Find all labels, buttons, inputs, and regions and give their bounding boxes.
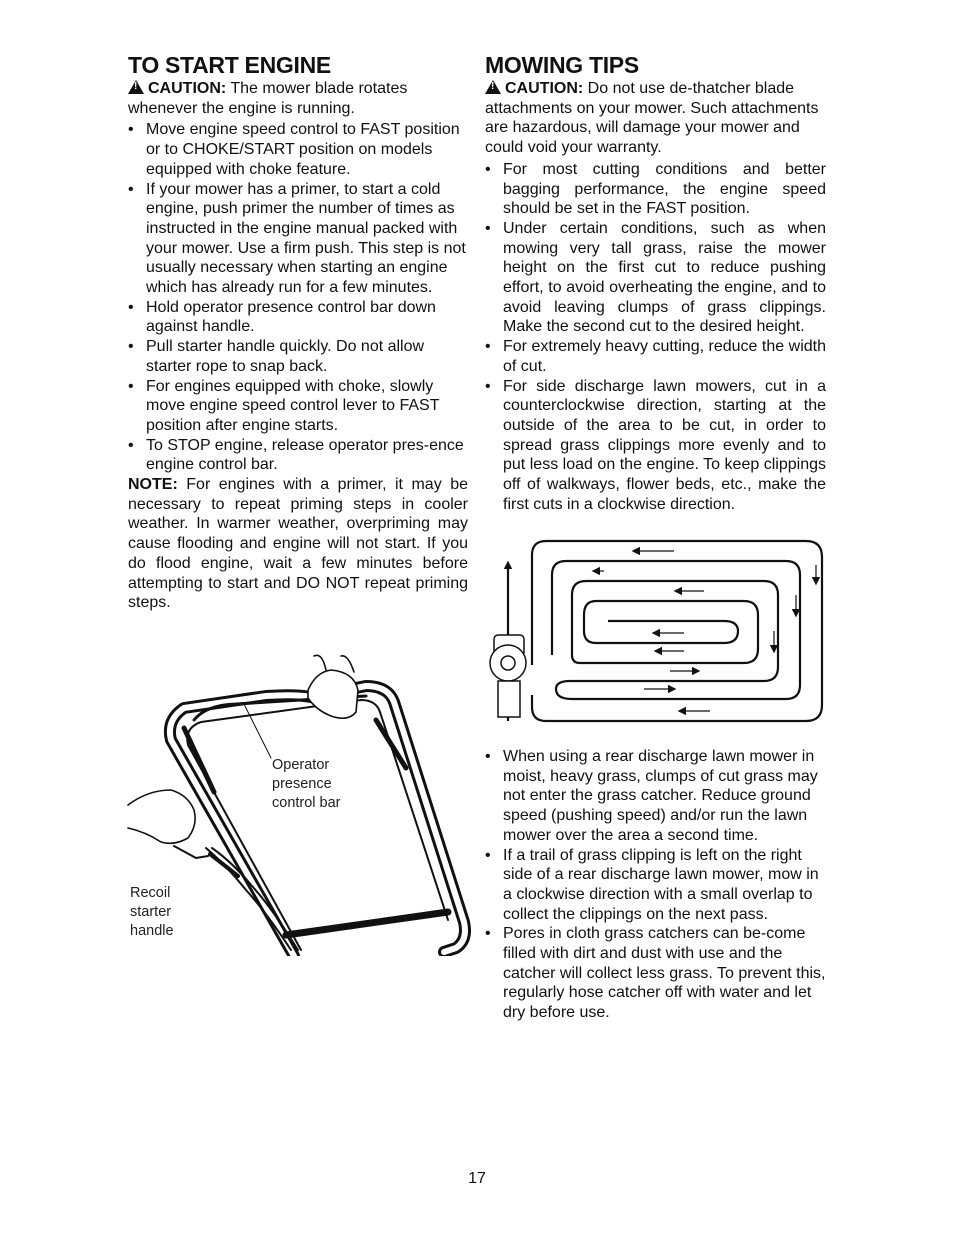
warning-triangle-icon: [485, 80, 501, 94]
start-engine-section: [128, 52, 468, 613]
priming-note: [128, 475, 468, 613]
list-item: • When using a rear discharge lawn mower in moist, heavy grass, clumps of cut grass may not enter the grass catcher. Reduce ground speed (pushing speed) and/or run the lawn mower over the area a second time.: [485, 747, 826, 846]
list-item: • Under certain conditions, such as when mowing very tall grass, raise the mower height on the first cut to reduce pushing effort, to avoid overheating the engine, and to avoid leaving clumps of grass clippings. Make the second cut to the desired height.: [485, 219, 826, 337]
note-text: For engines with a primer, it may be necessary to repeat priming steps in cooler weather. In warmer weather, overpriming may cause flooding and engine will not start. If you do flood engine, wait a few minutes before attempting to start and DO NOT repeat priming steps.: [128, 476, 468, 612]
mowing-tips-continued: [485, 745, 826, 1023]
mowing-tips-section: [485, 52, 826, 514]
mowing-tips-caution: [485, 79, 826, 158]
start-engine-steps: [128, 120, 468, 475]
warning-triangle-icon: [128, 80, 144, 94]
caution-text: The mower blade rotates whenever the engine is running.: [128, 80, 408, 117]
list-item: • For most cutting conditions and better bagging performance, the engine speed should be set in the FAST position.: [485, 160, 826, 219]
list-item: • Move engine speed control to FAST position or to CHOKE/START position on models equipped with choke feature.: [128, 120, 468, 179]
label-line: Recoil: [130, 885, 171, 901]
mowing-tips-list: [485, 160, 826, 515]
pattern-drawing: [484, 535, 826, 723]
list-item: • Pull starter handle quickly. Do not allow starter rope to snap back.: [128, 337, 468, 376]
start-engine-heading: TO START ENGINE: [128, 52, 331, 78]
recoil-handle-label: [130, 884, 174, 941]
caution-text: Do not use de-thatcher blade attachments on your mower. Such attachments are hazardous, will damage your mower and could void your warranty.: [485, 80, 819, 157]
list-item: • Pores in cloth grass catchers can be-come filled with dirt and dust with use and the catcher will collect less grass. To prevent this, regularly hose catcher off with water and let dry before use.: [485, 924, 826, 1023]
list-item: • If a trail of grass clipping is left on the right side of a rear discharge lawn mower, mow in a clockwise direction with a small overlap to collect the clippings on the next pass.: [485, 846, 826, 925]
start-engine-caution: [128, 79, 468, 118]
page-number: 17: [468, 1170, 486, 1187]
list-item: • Hold operator presence control bar down against handle.: [128, 298, 468, 337]
list-item: • To STOP engine, release operator pres-ence engine control bar.: [128, 436, 468, 475]
list-item: • For side discharge lawn mowers, cut in a counterclockwise direction, starting at the outside of the area to be cut, in order to spread grass clippings more evenly and to put less load on the engine. To keep clippings off of walkways, flower beds, etc., make the first cuts in a clockwise direction.: [485, 377, 826, 515]
mowing-pattern-diagram: [484, 535, 826, 723]
label-line: starter: [130, 904, 172, 920]
control-bar-label: [272, 756, 341, 813]
caution-label: CAUTION:: [505, 80, 584, 97]
mower-handle-illustration: [126, 650, 471, 956]
list-item: • For engines equipped with choke, slowly move engine speed control lever to FAST position after engine starts.: [128, 377, 468, 436]
caution-label: CAUTION:: [148, 80, 227, 97]
label-line: Operator: [272, 757, 330, 773]
note-label: NOTE:: [128, 476, 178, 494]
mowing-tips-heading: MOWING TIPS: [485, 52, 639, 78]
list-item: • For extremely heavy cutting, reduce the width of cut.: [485, 337, 826, 376]
mower-icon: [490, 635, 526, 717]
mowing-tips-list-continued: [485, 747, 826, 1023]
label-line: presence: [272, 776, 332, 792]
label-line: handle: [130, 923, 174, 939]
label-line: control bar: [272, 795, 341, 811]
list-item: • If your mower has a primer, to start a cold engine, push primer the number of times as instructed in the engine manual packed with your mower. Use a firm push. This step is not usually necessary when starting an engine which has already run for a few minutes.: [128, 180, 468, 298]
